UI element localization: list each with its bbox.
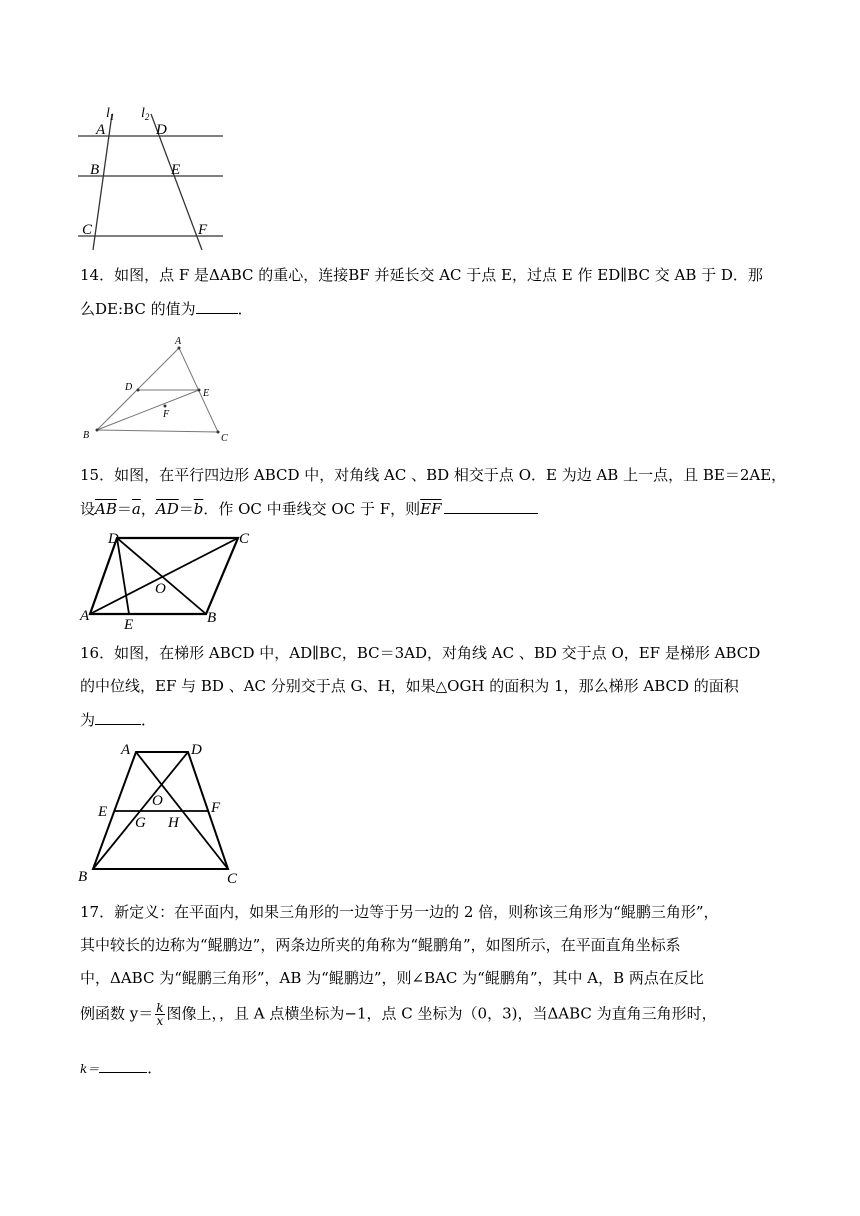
q16-line1: 16．如图，在梯形 ABCD 中，AD∥BC，BC＝3AD，对角线 AC 、BD 交于点 O，EF 是梯形 ABCD [80,644,761,662]
q16-label-B: B [78,869,88,885]
q15-line1: 15．如图，在平行四边形 ABCD 中，对角线 AC 、BD 相交于点 O．E 为边 AB 上一点，且 BE＝2AE， [80,466,787,484]
label-F: F [198,222,208,238]
q15-line2 [80,499,538,518]
q17-line4-a: 例函数 y＝ [80,1004,154,1023]
q15-vec-ef: $\overline{EF}$ [420,500,442,518]
q15-label-E: E [124,617,134,631]
q14-label-B: B [83,430,90,441]
q14-line1: 14．如图，点 F 是ΔABC 的重心，连接BF 并延长交 AC 于点 E，过点 E 作 ED∥BC 交 AB 于 D．那 [80,266,763,284]
q14-line2 [80,299,253,318]
q16-answer-blank[interactable] [95,710,141,725]
q15-text-c: ， [140,500,156,518]
q14-label-F: F [163,409,170,420]
label-E: E [171,162,181,178]
q17-line2: 其中较长的边称为“鲲鹏边”，两条边所夹的角称为“鲲鹏角”，如图所示，在平面直角坐标系 [80,936,681,954]
q17-line5-end: ． [147,1059,163,1077]
q14-label-A: A [175,336,182,347]
q17-line3: 中，ΔABC 为“鲲鹏三角形”，AB 为“鲲鹏边”，则∠BAC 为“鲲鹏角”，其中 A，B 两点在反比 [80,969,704,987]
q16-line3 [80,710,156,729]
q15-answer-blank[interactable] [444,499,538,514]
q17-fraction-num: k [156,1001,164,1015]
q15-text-a: 设 [80,500,96,518]
q16-label-C: C [227,871,238,887]
q14-answer-blank[interactable] [196,299,238,314]
q17-line5-text: k＝ [80,1062,100,1076]
q17-fraction-k-over-x [155,1002,164,1027]
q15-vec-ad: $\overline{AD}$ [155,500,179,518]
q15-vec-b: $\overline{b}$ [193,500,204,518]
label-l1: $l_1$ [106,106,115,122]
q17-line4 [80,1002,717,1027]
q16-line2: 的中位线，EF 与 BD 、AC 分别交于点 G、H，如果△OGH 的面积为 1，那么梯形 ABCD 的面积 [80,677,739,695]
q17-answer-blank[interactable] [99,1058,147,1073]
q16-line3-text: 为 [80,711,96,729]
label-D: D [156,122,167,138]
q15-label-C: C [239,531,250,547]
q16-label-D: D [191,742,202,758]
q17-line5 [80,1058,162,1078]
figure-parallelogram [78,527,268,631]
q16-label-F: F [211,800,221,816]
q16-label-A: A [121,742,131,758]
q17-line4-b: 图像上，，且 A 点横坐标为−1，点 C 坐标为（0，3)，当ΔABC 为直角三角形时， [166,1004,717,1023]
label-l2: $l_2$ [141,106,150,122]
q14-label-D: D [125,382,133,393]
q15-text-b: ＝ [116,500,132,518]
q15-label-B: B [207,610,217,626]
figure-centroid-triangle [78,334,238,446]
q15-text-d: ＝ [178,500,194,518]
figure-trapezoid [76,738,246,888]
q16-label-E: E [98,804,108,820]
q15-label-A: A [80,608,90,624]
figure-parallel-lines [70,100,240,255]
label-A: A [96,122,106,138]
q14-line2-text: 么DE:BC 的值为 [80,300,196,318]
q15-label-D: D [108,531,119,547]
label-B: B [90,162,100,178]
q17-fraction-den: x [156,1014,164,1028]
q15-vec-a: $\overline{a}$ [131,500,141,518]
label-C: C [82,222,93,238]
q15-text-e: ．作 OC 中垂线交 OC 于 F，则 [203,500,421,518]
q17-line1: 17．新定义：在平面内，如果三角形的一边等于另一边的 2 倍，则称该三角形为“鲲鹏三角形”， [80,903,719,921]
q16-label-G: G [135,815,146,831]
q14-line2-end: ． [237,300,253,318]
q15-label-O: O [155,581,166,597]
q16-line3-end: ． [141,711,157,729]
q15-vec-ab: $\overline{AB}$ [95,500,117,518]
q14-label-C: C [221,433,228,444]
q16-label-O: O [152,793,163,809]
q14-label-E: E [203,388,210,399]
q16-label-H: H [168,815,179,831]
